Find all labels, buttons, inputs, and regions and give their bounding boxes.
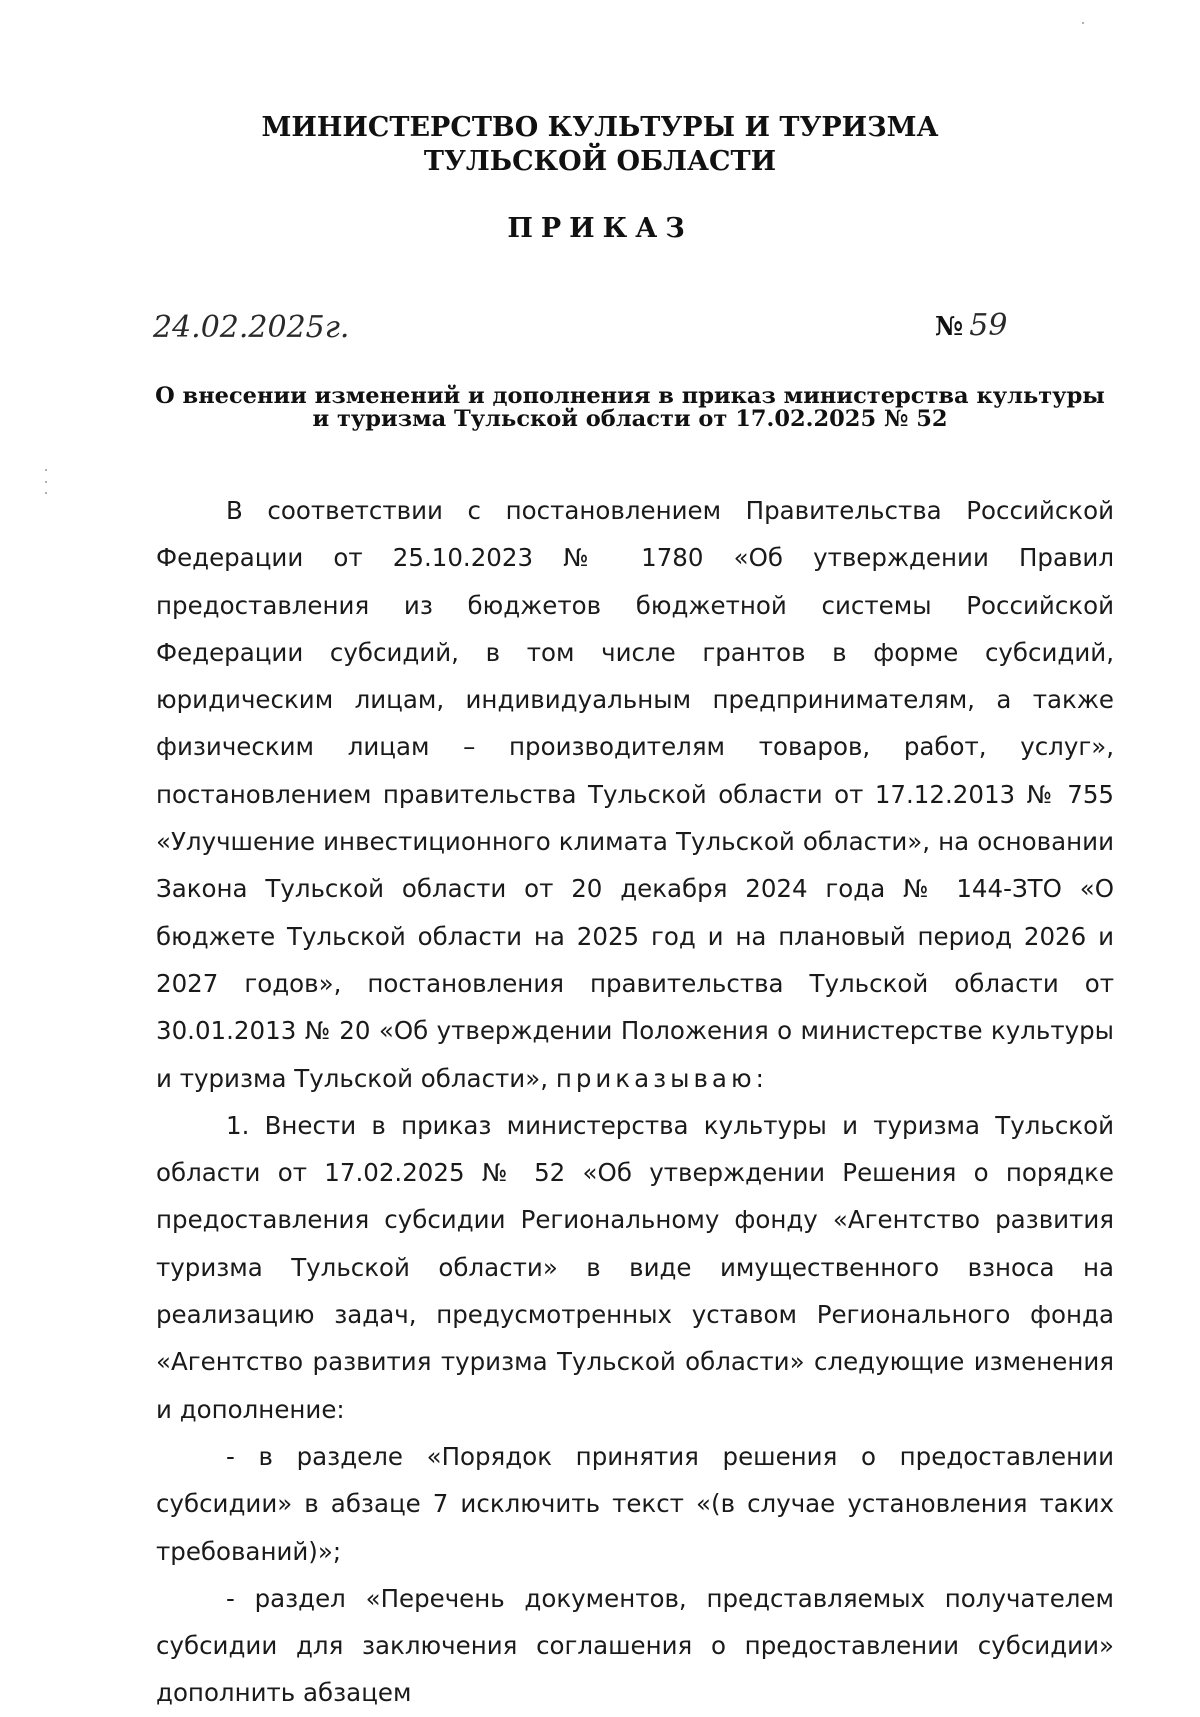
command-word: приказываю: — [555, 1063, 768, 1093]
ministry-name-line-1: МИНИСТЕРСТВО КУЛЬТУРЫ И ТУРИЗМА — [261, 112, 939, 143]
amendment-1-paragraph: - в разделе «Порядок принятия решения о предоставлении субсидии» в абзаце 7 исключить текст «(в случае установления таких требований)»; — [156, 1441, 1114, 1566]
scan-speck — [1082, 22, 1084, 24]
handwritten-date: 24.02.2025г. — [153, 310, 350, 345]
scan-speck — [45, 481, 47, 483]
document-type-title: ПРИКАЗ — [507, 213, 693, 244]
scan-speck — [45, 492, 47, 494]
preamble-text: В соответствии с постановлением Правительства Российской Федерации от 25.10.2023 № 1780 «Об утверждении Правил предоставления из бюджетов бюджетной системы Российской Федерации субсидий, в том числе грантов в форме субсидий, юридическим лицам, индивидуальным предпринимателям, а также физическим лицам – производителям товаров, работ, услуг», постановлением правительства Тульской области от 17.12.2013 № 755 «Улучшение инвестиционного климата Тульской области», на основании Закона Тульской области от 20 декабря 2024 года № 144-ЗТО «О бюджете Тульской области на 2025 год и на плановый период 2026 и 2027 годов», постановления правительства Тульской области от 30.01.2013 № 20 «Об утверждении Положения о министерстве культуры и туризма Тульской области», — [156, 496, 1114, 1093]
order-subject: О внесении изменений и дополнения в приказ министерства культуры и туризма Тульской области от 17.02.2025 № 52 — [155, 383, 1105, 432]
number-sign: № — [935, 312, 964, 342]
document-body — [156, 487, 1114, 1717]
preamble-paragraph — [156, 487, 1114, 1102]
order-number — [935, 308, 1007, 343]
ministry-name-line-2: ТУЛЬСКОЙ ОБЛАСТИ — [423, 146, 777, 177]
item-1-paragraph: 1. Внести в приказ министерства культуры и туризма Тульской области от 17.02.2025 № 52 «Об утверждении Решения о порядке предоставления субсидии Региональному фонду «Агентство развития туризма Тульской области» в виде имущественного взноса на реализацию задач, предусмотренных уставом Регионального фонда «Агентство развития туризма Тульской области» следующие изменения и дополнение: — [156, 1110, 1114, 1424]
handwritten-number: 59 — [969, 308, 1008, 343]
scan-speck — [45, 469, 47, 471]
amendment-2-paragraph: - раздел «Перечень документов, представляемых получателем субсидии для заключения соглашения о предоставлении субсидии» дополнить абзацем — [156, 1583, 1114, 1708]
